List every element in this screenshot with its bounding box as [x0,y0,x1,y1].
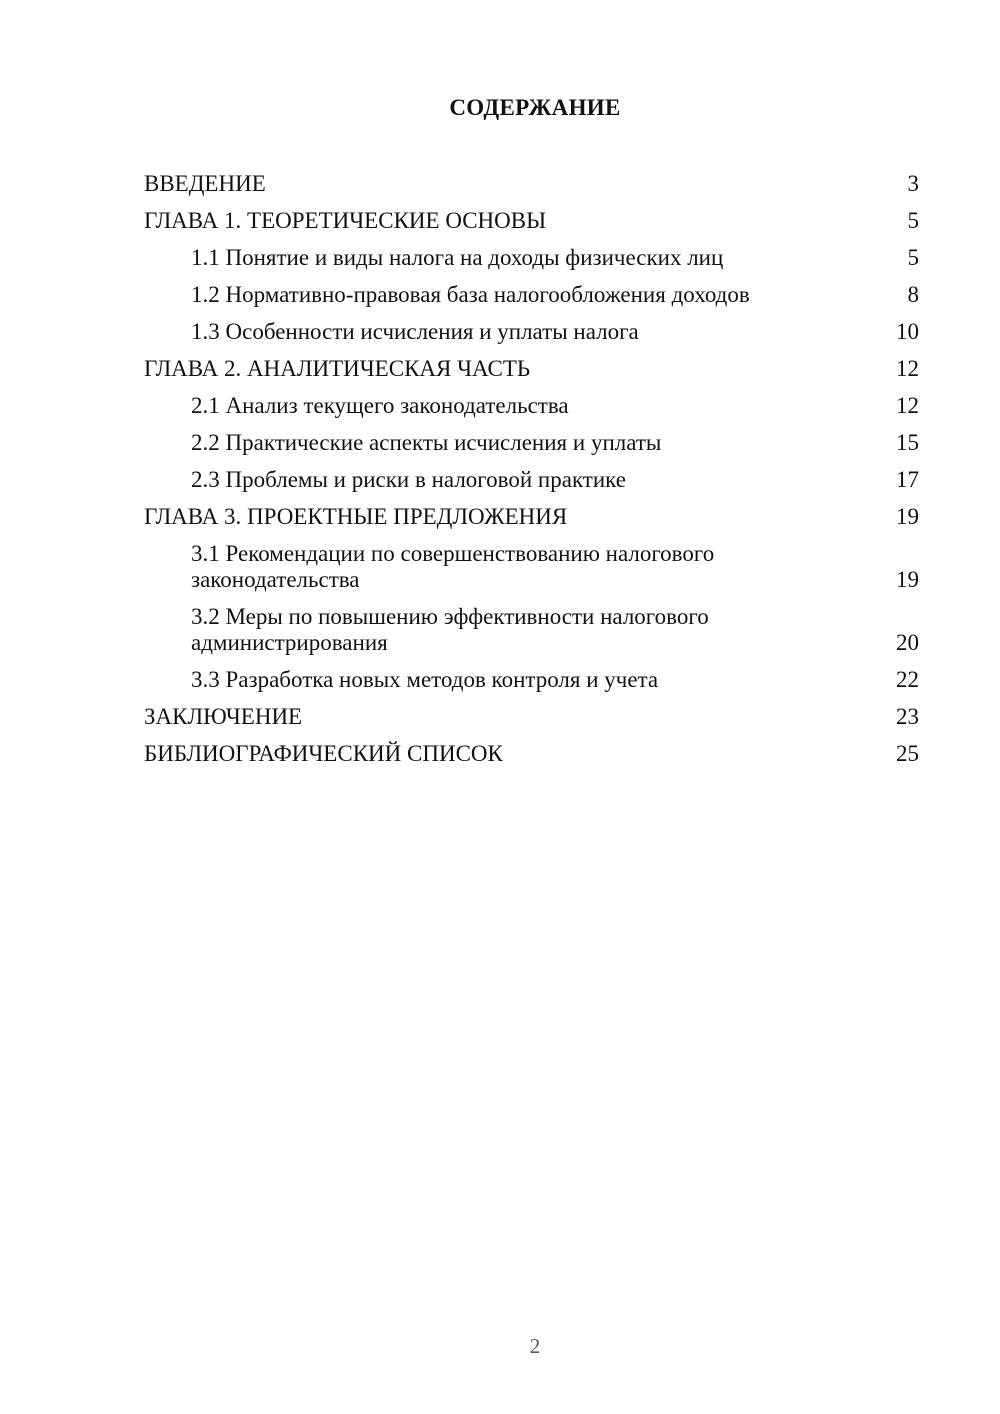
toc-entry-label: БИБЛИОГРАФИЧЕСКИЙ СПИСОК [144,741,503,766]
toc-entry-section-3-3[interactable] [144,662,919,699]
table-of-contents [144,166,919,773]
toc-entry-page: 19 [896,567,919,592]
toc-entry-label: 2.1 Анализ текущего законодательства [191,393,569,418]
toc-entry-chapter-3[interactable] [144,499,919,536]
toc-entry-page: 25 [896,741,919,766]
toc-entry-section-1-2[interactable] [144,277,919,314]
toc-entry-section-1-1[interactable] [144,240,919,277]
toc-entry-page: 20 [896,630,919,655]
toc-entry-introduction[interactable] [144,166,919,203]
toc-entry-page: 22 [896,667,919,692]
toc-entry-chapter-2[interactable] [144,351,919,388]
toc-entry-section-1-3[interactable] [144,314,919,351]
toc-entry-label: 2.3 Проблемы и риски в налоговой практике [191,467,626,492]
toc-entry-section-2-3[interactable] [144,462,919,499]
toc-entry-label: 2.2 Практические аспекты исчисления и уплаты [191,430,662,455]
toc-entry-page: 5 [907,208,919,233]
toc-entry-label: 3.3 Разработка новых методов контроля и учета [191,667,659,692]
toc-entry-section-2-2[interactable] [144,425,919,462]
page-number: 2 [529,1334,541,1358]
toc-entry-page: 17 [896,467,919,492]
toc-entry-label: ВВЕДЕНИЕ [144,171,266,196]
toc-entry-page: 8 [907,282,919,307]
toc-entry-label: ЗАКЛЮЧЕНИЕ [144,704,303,729]
toc-entry-label: 1.3 Особенности исчисления и уплаты налога [191,319,639,344]
page-title: СОДЕРЖАНИЕ [449,95,621,120]
toc-entry-page: 12 [896,356,919,381]
toc-entry-label: ГЛАВА 3. ПРОЕКТНЫЕ ПРЕДЛОЖЕНИЯ [144,504,568,529]
toc-entry-conclusion[interactable] [144,699,919,736]
toc-entry-page: 10 [896,319,919,344]
toc-entry-page: 23 [896,704,919,729]
toc-entry-bibliography[interactable] [144,736,919,773]
toc-entry-label: 1.1 Понятие и виды налога на доходы физических лиц [191,245,724,270]
toc-entry-chapter-1[interactable] [144,203,919,240]
toc-entry-page: 19 [896,504,919,529]
toc-entry-page: 5 [907,245,919,270]
toc-entry-section-2-1[interactable] [144,388,919,425]
toc-entry-page: 12 [896,393,919,418]
toc-entry-page: 15 [896,430,919,455]
toc-entry-section-3-2[interactable] [144,599,919,662]
toc-entry-page: 3 [907,171,919,196]
toc-entry-label: 3.2 Меры по повышению эффективности налогового администрирования [191,604,709,655]
toc-entry-label: ГЛАВА 1. ТЕОРЕТИЧЕСКИЕ ОСНОВЫ [144,208,547,233]
toc-entry-section-3-1[interactable] [144,536,919,599]
toc-entry-label: 1.2 Нормативно-правовая база налогообложения доходов [191,282,750,307]
toc-entry-label: ГЛАВА 2. АНАЛИТИЧЕСКАЯ ЧАСТЬ [144,356,531,381]
toc-entry-label: 3.1 Рекомендации по совершенствованию налогового законодательства [191,541,715,592]
